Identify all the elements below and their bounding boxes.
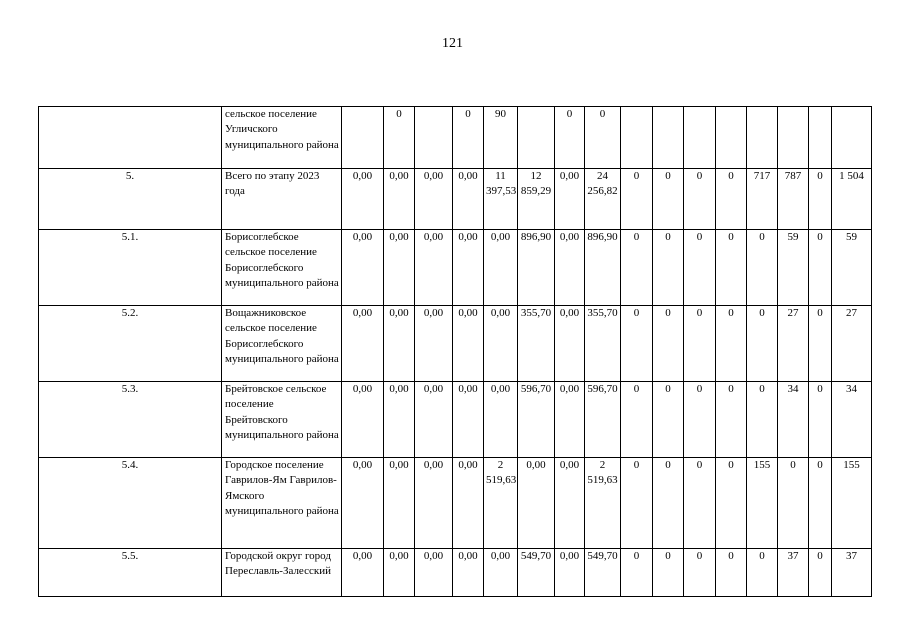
value-cell: 0 (684, 230, 716, 306)
value-cell: 37 (778, 549, 809, 597)
value-cell: 155 (832, 458, 872, 549)
table-row (39, 169, 872, 230)
value-cell: 0 (585, 107, 621, 169)
table-row (39, 458, 872, 549)
value-cell: 0 (747, 382, 778, 458)
value-cell: 0 (453, 107, 484, 169)
value-cell: 0,00 (415, 169, 453, 230)
value-cell: 1 504 (832, 169, 872, 230)
value-cell: 0,00 (384, 169, 415, 230)
value-cell: 0 (621, 382, 653, 458)
value-cell: 0 (684, 382, 716, 458)
value-cell: 896,90 (585, 230, 621, 306)
value-cell: 0,00 (342, 230, 384, 306)
table-row (39, 230, 872, 306)
value-cell: 0 (684, 458, 716, 549)
value-cell: 27 (832, 306, 872, 382)
value-cell: 0,00 (342, 458, 384, 549)
value-cell: 549,70 (518, 549, 555, 597)
row-name-cell: Вощажниковское сельское поселение Борисоглебского муниципального района (222, 306, 342, 382)
table-body (39, 107, 872, 597)
value-cell: 0 (384, 107, 415, 169)
value-cell (716, 107, 747, 169)
value-cell: 0 (747, 306, 778, 382)
value-cell: 0 (716, 458, 747, 549)
value-cell: 0 (809, 382, 832, 458)
row-number-cell: 5.2. (39, 306, 222, 382)
value-cell: 37 (832, 549, 872, 597)
value-cell: 0,00 (555, 169, 585, 230)
row-name-cell: Брейтовское сельское поселение Брейтовского муниципального района (222, 382, 342, 458)
row-number-cell: 5.3. (39, 382, 222, 458)
value-cell: 90 (484, 107, 518, 169)
value-cell: 0,00 (415, 230, 453, 306)
value-cell: 0 (621, 458, 653, 549)
value-cell: 0,00 (342, 306, 384, 382)
value-cell: 59 (832, 230, 872, 306)
value-cell: 549,70 (585, 549, 621, 597)
data-table (38, 106, 872, 597)
value-cell: 0 (684, 549, 716, 597)
value-cell (832, 107, 872, 169)
value-cell: 0,00 (415, 306, 453, 382)
value-cell: 596,70 (585, 382, 621, 458)
value-cell: 2 519,63 (585, 458, 621, 549)
value-cell: 59 (778, 230, 809, 306)
row-name-cell: Городской округ город Переславль-Залесский (222, 549, 342, 597)
value-cell (778, 107, 809, 169)
value-cell: 0,00 (453, 382, 484, 458)
value-cell: 596,70 (518, 382, 555, 458)
value-cell: 355,70 (518, 306, 555, 382)
row-number-cell (39, 107, 222, 169)
value-cell: 0,00 (484, 306, 518, 382)
value-cell: 0,00 (555, 458, 585, 549)
table-row (39, 306, 872, 382)
value-cell: 0,00 (384, 230, 415, 306)
value-cell: 0,00 (453, 230, 484, 306)
value-cell: 0 (747, 230, 778, 306)
value-cell: 0 (716, 382, 747, 458)
value-cell: 0,00 (384, 306, 415, 382)
value-cell: 0 (809, 306, 832, 382)
value-cell: 11 397,53 (484, 169, 518, 230)
value-cell: 0,00 (415, 458, 453, 549)
value-cell: 787 (778, 169, 809, 230)
value-cell (684, 107, 716, 169)
value-cell (653, 107, 684, 169)
value-cell: 0,00 (384, 549, 415, 597)
value-cell: 0 (716, 230, 747, 306)
value-cell: 0 (716, 306, 747, 382)
value-cell (415, 107, 453, 169)
value-cell: 0 (653, 458, 684, 549)
value-cell: 0 (653, 382, 684, 458)
value-cell: 0,00 (484, 230, 518, 306)
value-cell: 27 (778, 306, 809, 382)
row-name-cell: Всего по этапу 2023 года (222, 169, 342, 230)
value-cell: 0 (778, 458, 809, 549)
value-cell: 0 (716, 169, 747, 230)
value-cell: 0 (621, 169, 653, 230)
value-cell: 0,00 (555, 382, 585, 458)
value-cell: 0,00 (555, 549, 585, 597)
value-cell: 0,00 (342, 382, 384, 458)
row-number-cell: 5. (39, 169, 222, 230)
value-cell: 0 (684, 169, 716, 230)
value-cell (342, 107, 384, 169)
value-cell: 34 (778, 382, 809, 458)
value-cell: 0,00 (342, 169, 384, 230)
value-cell: 0,00 (453, 549, 484, 597)
value-cell: 34 (832, 382, 872, 458)
row-name-cell: Борисоглебское сельское поселение Борисоглебского муниципального района (222, 230, 342, 306)
value-cell: 0 (555, 107, 585, 169)
value-cell: 0 (716, 549, 747, 597)
value-cell: 0,00 (555, 230, 585, 306)
value-cell: 0,00 (415, 549, 453, 597)
table-row (39, 382, 872, 458)
value-cell: 0 (653, 169, 684, 230)
row-number-cell: 5.1. (39, 230, 222, 306)
value-cell: 0 (809, 549, 832, 597)
value-cell: 0,00 (555, 306, 585, 382)
value-cell: 0,00 (384, 382, 415, 458)
value-cell: 0,00 (342, 549, 384, 597)
value-cell: 0 (653, 549, 684, 597)
value-cell: 0 (684, 306, 716, 382)
value-cell: 2 519,63 (484, 458, 518, 549)
value-cell: 0,00 (518, 458, 555, 549)
value-cell: 0,00 (484, 382, 518, 458)
value-cell (747, 107, 778, 169)
page-number: 121 (442, 36, 463, 51)
value-cell: 0 (747, 549, 778, 597)
value-cell: 0 (809, 458, 832, 549)
value-cell: 355,70 (585, 306, 621, 382)
row-number-cell: 5.5. (39, 549, 222, 597)
value-cell: 0 (653, 230, 684, 306)
table-row (39, 549, 872, 597)
value-cell: 896,90 (518, 230, 555, 306)
value-cell: 0,00 (453, 458, 484, 549)
row-name-cell: сельское поселение Угличского муниципального района (222, 107, 342, 169)
value-cell: 0,00 (453, 169, 484, 230)
value-cell: 0,00 (484, 549, 518, 597)
row-name-cell: Городское поселение Гаврилов-Ям Гаврилов-Ямского муниципального района (222, 458, 342, 549)
value-cell: 0,00 (453, 306, 484, 382)
value-cell: 0 (653, 306, 684, 382)
value-cell: 0 (621, 230, 653, 306)
row-number-cell: 5.4. (39, 458, 222, 549)
value-cell: 12 859,29 (518, 169, 555, 230)
value-cell (518, 107, 555, 169)
table-row (39, 107, 872, 169)
value-cell: 155 (747, 458, 778, 549)
value-cell: 0,00 (415, 382, 453, 458)
value-cell: 0 (621, 549, 653, 597)
value-cell: 24 256,82 (585, 169, 621, 230)
value-cell: 0,00 (384, 458, 415, 549)
value-cell: 0 (809, 169, 832, 230)
value-cell: 0 (809, 230, 832, 306)
value-cell (621, 107, 653, 169)
value-cell: 0 (621, 306, 653, 382)
value-cell (809, 107, 832, 169)
value-cell: 717 (747, 169, 778, 230)
